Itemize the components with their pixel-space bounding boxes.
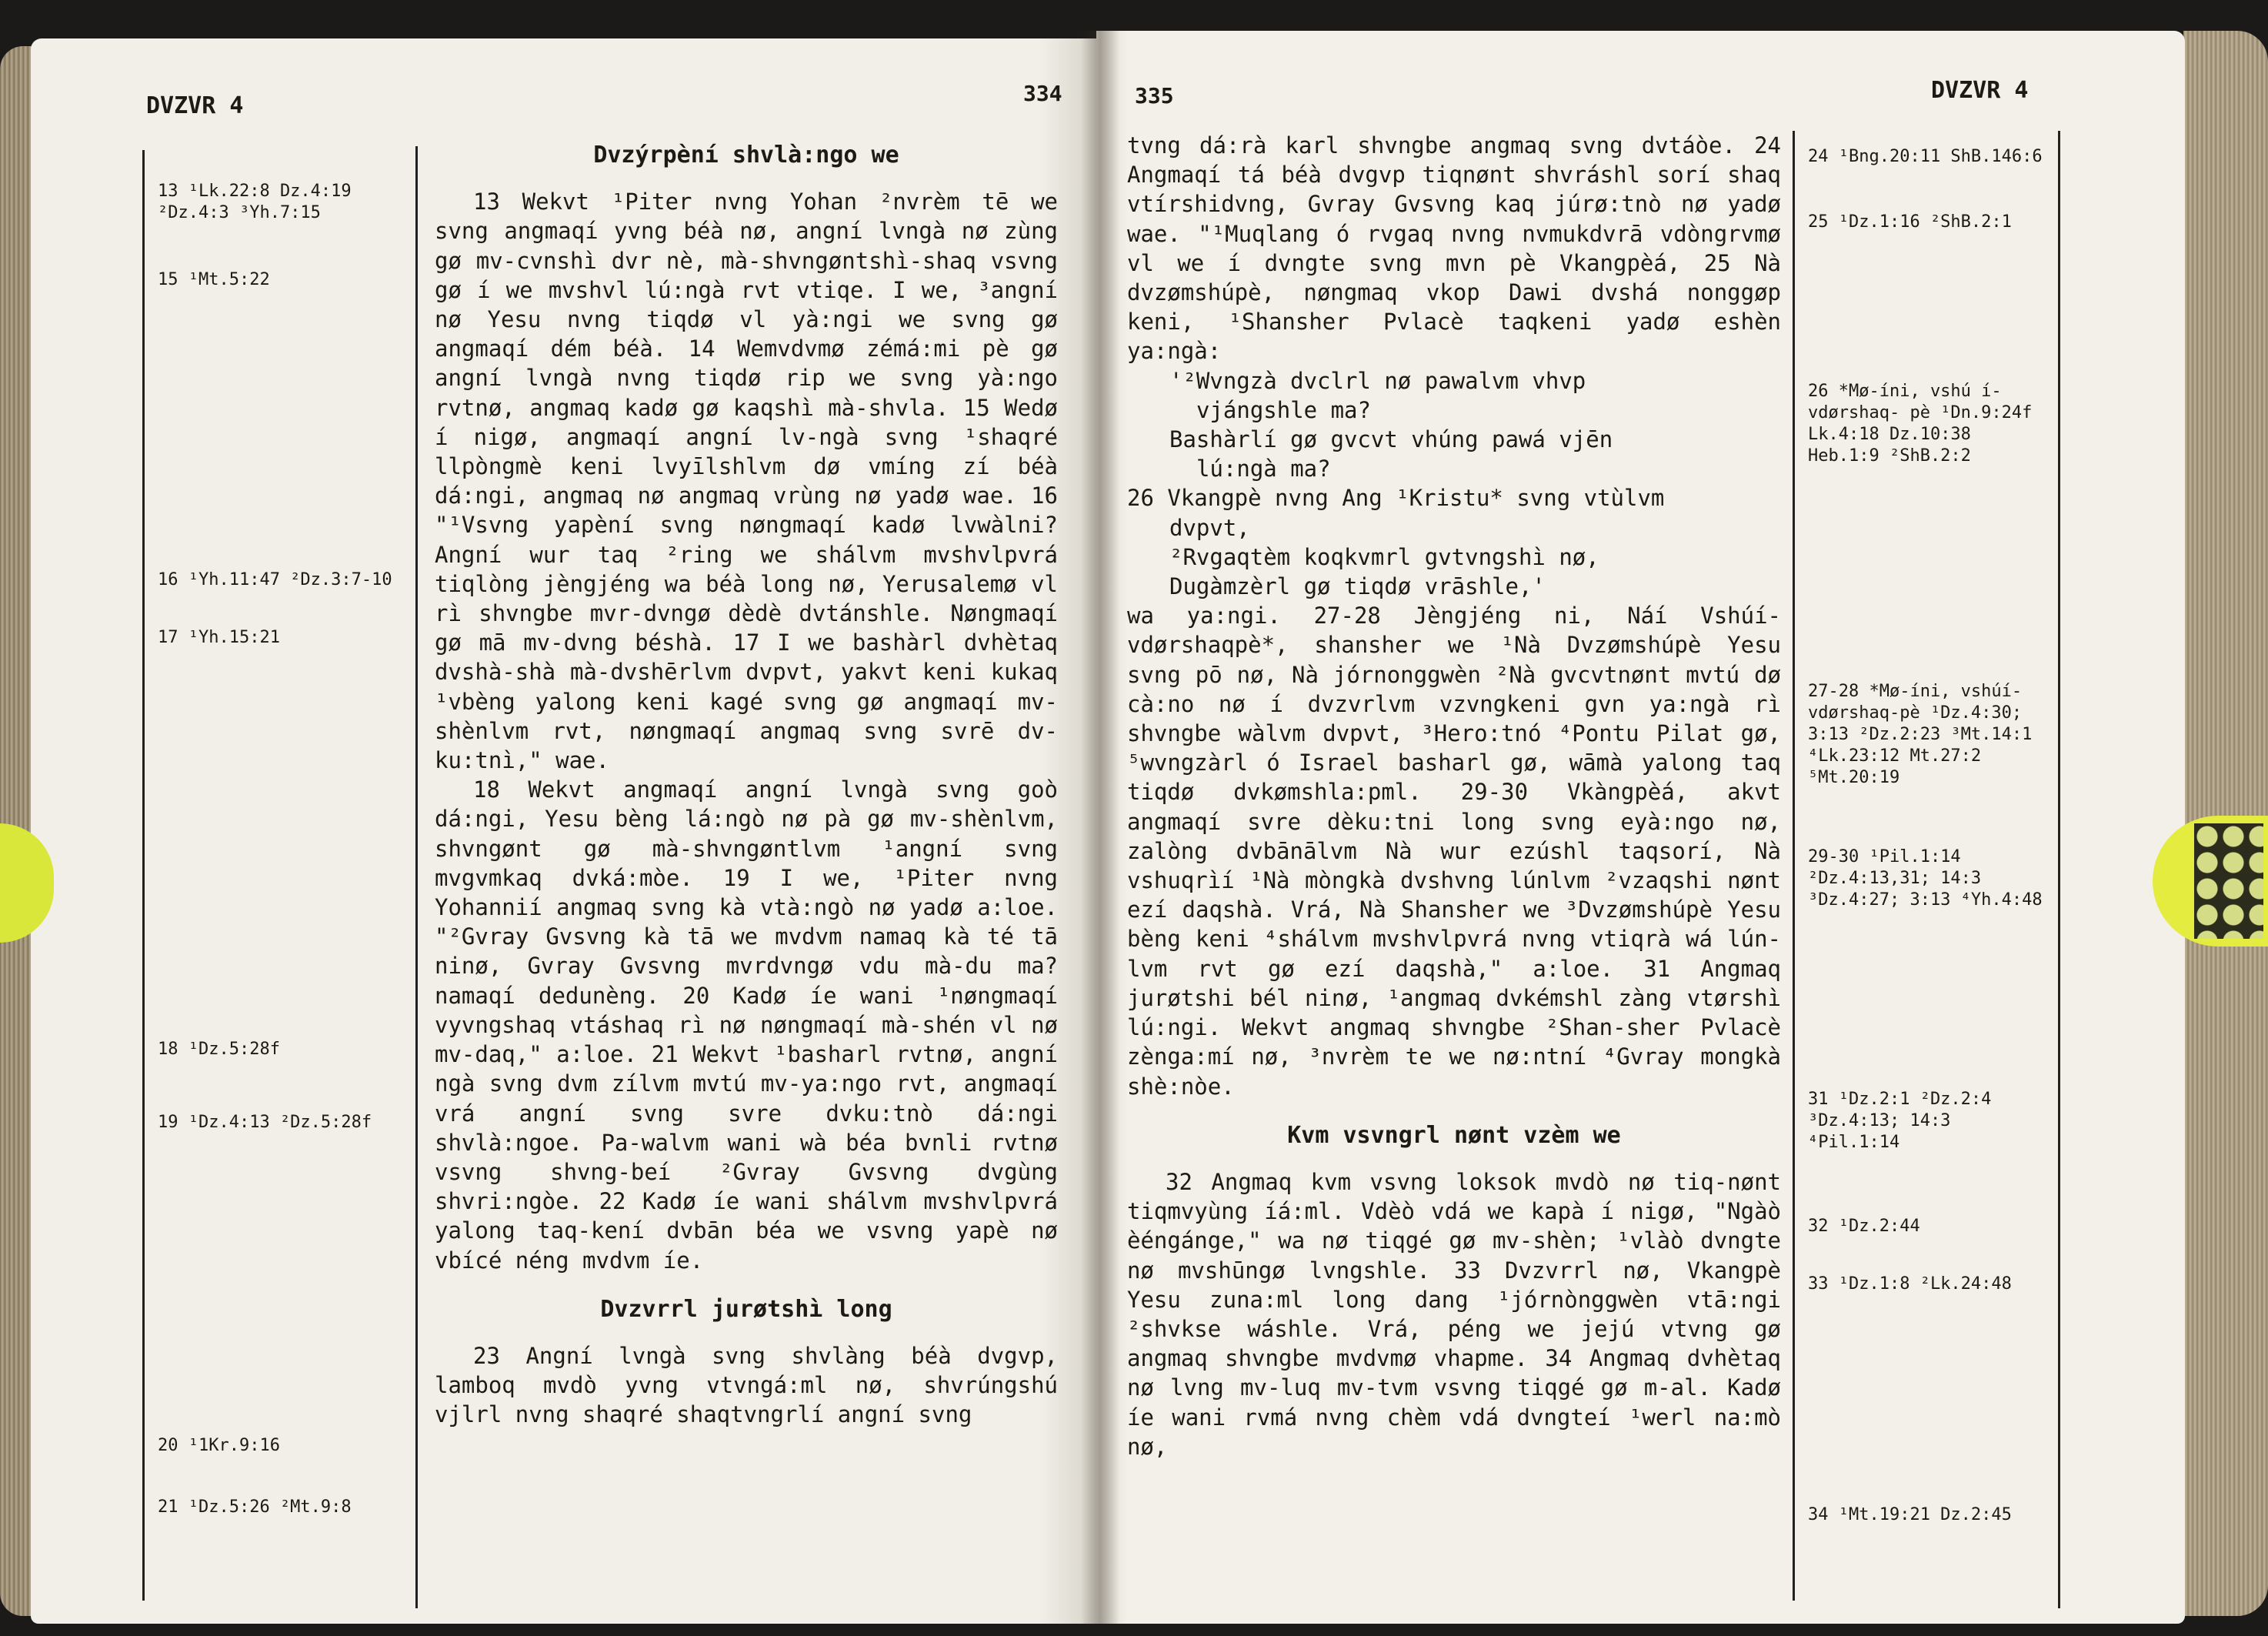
right-xref-rule-outer — [2058, 131, 2060, 1608]
right-xref-rule-inner — [1793, 131, 1795, 1601]
section-heading-2: Dvzvrrl jurøtshì long — [600, 1295, 892, 1323]
left-running-head: DVZVR 4 — [146, 92, 244, 119]
left-page — [31, 38, 1104, 1624]
section-heading-1: Dvzýrpèní shvlà:ngo we — [593, 142, 899, 169]
gutter-shadow — [1081, 31, 1119, 1624]
right-text-column — [1127, 131, 1781, 1461]
paragraph-27-31: wa ya:ngi. 27-28 Jèngjéng ni, Náí Vshúí-vdørshaqpè*, shansher we ¹Nà Dvzømshúpè Yesu svng pō nø, Nà jórnonggwèn ²Nà gvcvtnønt mvtú dø cà:no nø í dvzvrlvm vzvngkeni gvn ya:ngà rì shvngbe wàlvm dvpvt, ³Hero:tnó ⁴Pontu Pilat gø, ⁵wvngzàrl ó Israel basharl gø, wāmà yalong taq tiqdø dvkømshla:pml. 29-30 Vkàngpèá, akvt angmaqí svre dèku:tni long svng eyà:ngo nø, zalòng dvbānālvm Nà wur ezúshl taqsorí, Nà vshuqrìí ¹Nà mòngkà dvshvng lúnlvm ²vzaqshi nønt ezí daqshà. Vrá, Nà Shansher we ³Dvzømshúpè Yesu bèng keni ⁴shálvm mvshvlpvrá nvng vtiqrà wá lún-lvm rvt gø ezí daqshà," a:loe. 31 Angmaq jurøtshi bél ninø, ¹angmaq dvkémshl zàng vtørshì lú:ngi. Wekvt angmaq shvngbe ²Shan-sher Pvlacè zènga:mí nø, ³nvrèm te we nø:ntní ⁴Gvray mongkà shè:nòe. — [1127, 603, 1781, 1100]
paragraph-23: 23 Angní lvngà svng shvlàng béà dvgvp, lamboq mvdò yvng vtvngá:ml nø, shvrúngshú vjlrl nvng shaqré shaqtvngrlí angní svng — [435, 1342, 1058, 1428]
poem-line-1: '²Wvngzà dvclrl nø pawalvm vhvp — [1169, 367, 1586, 394]
tab-dots-icon — [2194, 823, 2263, 939]
xref-32: 32 ¹Dz.2:44 — [1808, 1217, 1920, 1236]
xref-15: 15 ¹Mt.5:22 — [158, 270, 270, 289]
poem-line-5: Dugàmzèrl gø tiqdø vrāshle,' — [1169, 573, 1546, 600]
right-xref-column — [1808, 31, 2054, 1624]
poem-line-2b: lú:ngà ma? — [1196, 456, 1331, 482]
xref-25: 25 ¹Dz.1:16 ²ShB.2:1 — [1808, 212, 2012, 232]
paragraph-23-25: tvng dá:rà karl shvngbe angmaq svng dvtáòe. 24 Angmaqí tá béà dvgvp tiqnønt shvráshl sorí shaq vtírshidvng, Gvray Gvsvng kaq júrø:tnò nø yadø wae. "¹Muqlang ó rvgaq nvng nvmukdvrā vdòngrvmø vl we í dvngte svng mvn pè Vkangpèá, 25 Nà dvzømshúpè, nøngmaq vkop Dawi dvshá nonggøp keni, ¹Shansher Pvlacè taqkeni yadø eshèn ya:ngà: — [1127, 132, 1781, 365]
poem-line-3: dvpvt, — [1169, 514, 1250, 541]
paragraph-13-17: 13 Wekvt ¹Piter nvng Yohan ²nvrèm tē we svng angmaqí yvng béà nø, angní lvngà nø zùng gø mv-cvnshì dvr nè, mà-shvngøntshì-shaq vsvng gø í we mvshvl lú:ngà rvt vtiqe. I we, ³angní nø Yesu nvng tiqdø vl yà:ngi we svng gø angmaqí dém béà. 14 Wemvdvmø zémá:mi pè gø angní lvngà nvng tiqdø rip we svng yà:ngo rvtnø, angmaq kadø gø kaqshì mà-shvla. 15 Wedø í nigø, angmaqí angní lv-ngà svng ¹shaqré llpòngmè keni lvyīlshlvm dø vmíng zí béà dá:ngi, angmaq nø angmaq vrùng nø yadø wae. 16 "¹Vsvng yapèní svng nøngmaqí kadø lvwàlni? Angní wur taq ²ring we shálvm mvshvlpvrá tiqlòng jèngjéng wa béà long nø, Yerusalemø vl rì shvngbe mvr-dvngø dèdè dvtánshle. Nøngmaqí gø mā mv-dvng béshà. 17 I we bashàrl dvhètaq dvshà-shà mà-dvshērlvm dvpvt, yakvt keni kukaq ¹vbèng yalong keni kagé svng gø angmaqí mv-shènlvm rvt, nøngmaqí angmaq svng svrē dv-ku:tnì," wae. — [435, 189, 1058, 774]
section-heading-3: Kvm vsvngrl nønt vzèm we — [1287, 1121, 1621, 1149]
xref-19: 19 ¹Dz.4:13 ²Dz.5:28f — [158, 1113, 372, 1132]
xref-13: 13 ¹Lk.22:8 Dz.4:19 ²Dz.4:3 ³Yh.7:15 — [158, 182, 352, 222]
right-page-number: 335 — [1135, 83, 1174, 109]
xref-31: 31 ¹Dz.2:1 ²Dz.2:4 ³Dz.4:13; 14:3 ⁴Pil.1:14 — [1808, 1090, 1992, 1152]
right-page — [1096, 31, 2185, 1624]
left-text-column — [435, 127, 1058, 1430]
xref-17: 17 ¹Yh.15:21 — [158, 628, 280, 647]
poem-line-1b: vjángshle ma? — [1196, 396, 1371, 423]
xref-29-30: 29-30 ¹Pil.1:14 ²Dz.4:13,31; 14:3 ³Dz.4:27; 3:13 ⁴Yh.4:48 — [1808, 847, 2043, 910]
xref-18: 18 ¹Dz.5:28f — [158, 1040, 280, 1059]
xref-26: 26 *Mø-íni, vshú í- vdørshaq- pè ¹Dn.9:24f Lk.4:18 Dz.10:38 Heb.1:9 ²ShB.2:2 — [1808, 382, 2033, 466]
xref-33: 33 ¹Dz.1:8 ²Lk.24:48 — [1808, 1274, 2012, 1294]
xref-24: 24 ¹Bng.20:11 ShB.146:6 — [1808, 147, 2043, 166]
poem-line-2: Bashàrlí gø gvcvt vhúng pawá vjēn — [1169, 426, 1613, 453]
left-xref-rule-outer — [142, 150, 145, 1601]
xref-21: 21 ¹Dz.5:26 ²Mt.9:8 — [158, 1497, 352, 1517]
paragraph-18-22: 18 Wekvt angmaqí angní lvngà svng goò dá:ngi, Yesu bèng lá:ngò nø pà gø mv-shènlvm, shvngønt gø mà-shvngøntlvm ¹angní svng mvgvmkaq dvká:mòe. 19 I we, ¹Piter nvng Yohannií angmaq svng kà vtà:ngò nø yadø a:loe. "²Gvray Gvsvng kà tā we mvdvm namaq kà té tā ninø, Gvray Gvsvng mvrdvngø vdu mà-du ma? namaqí dedunèng. 20 Kadø íe wani ¹nøngmaqí vyvngshaq vtáshaq rì nø nøngmaqí mà-shén vl nø mv-daq," a:loe. 21 Wekvt ¹basharl rvtnø, angní ngà svng dvm zílvm mvtú mv-ya:ngo rvt, angmaqí vrá angní svng svre dvku:tnò dá:ngi shvlà:ngoe. Pa-walvm wani wà béa bvnli rvtnø vsvng shvng-beí ²Gvray Gvsvng dvgùng shvri:ngòe. 22 Kadø íe wani shálvm mvshvlpvrá yalong taq-kení dvbān béa we vsvng yapè nø vbícé néng mvdvm íe. — [435, 776, 1058, 1274]
poem-line-4: ²Rvgaqtèm koqkvmrl gvtvngshì nø, — [1169, 543, 1599, 570]
left-page-number: 334 — [1023, 81, 1062, 106]
paragraph-26: 26 Vkangpè nvng Ang ¹Kristu* svng vtùlvm — [1127, 485, 1665, 512]
xref-27-28: 27-28 *Mø-íni, vshúí- vdørshaq-pè ¹Dz.4:30; 3:13 ²Dz.2:23 ³Mt.14:1 ⁴Lk.23:12 Mt.27:2 ⁵Mt.20:19 — [1808, 682, 2033, 787]
left-xref-rule-inner — [415, 146, 418, 1608]
xref-20: 20 ¹1Kr.9:16 — [158, 1436, 280, 1455]
paragraph-32-34: 32 Angmaq kvm vsvng loksok mvdò nø tiq-nønt tiqmvyùng íá:ml. Vdèò vdá we kapà í nigø, "Ngàò èéngánge," wa nø tiqgé gø mv-shèn; ¹vlàò dvngte nø mvshūngø lvngshle. 33 Dvzvrrl nø, Vkangpè Yesu zuna:ml long dang ¹jórnònggwèn vtā:ngi ²shvkse wáshle. Vrá, péng we jejú vtvng gø angmaq shvngbe mvdvmø vhapme. 34 Angmaq dvhètaq nø lvng mv-luq mv-tvm vsvng tiqgé gø m-al. Kadø íe wani rvmá nvng chèm vdá dvngteí ¹werl na:mò nø, — [1127, 1168, 1781, 1460]
xref-16: 16 ¹Yh.11:47 ²Dz.3:7-10 — [158, 570, 392, 589]
right-running-head: DVZVR 4 — [1931, 77, 2029, 104]
xref-34: 34 ¹Mt.19:21 Dz.2:45 — [1808, 1505, 2012, 1524]
left-xref-column — [158, 38, 412, 1624]
